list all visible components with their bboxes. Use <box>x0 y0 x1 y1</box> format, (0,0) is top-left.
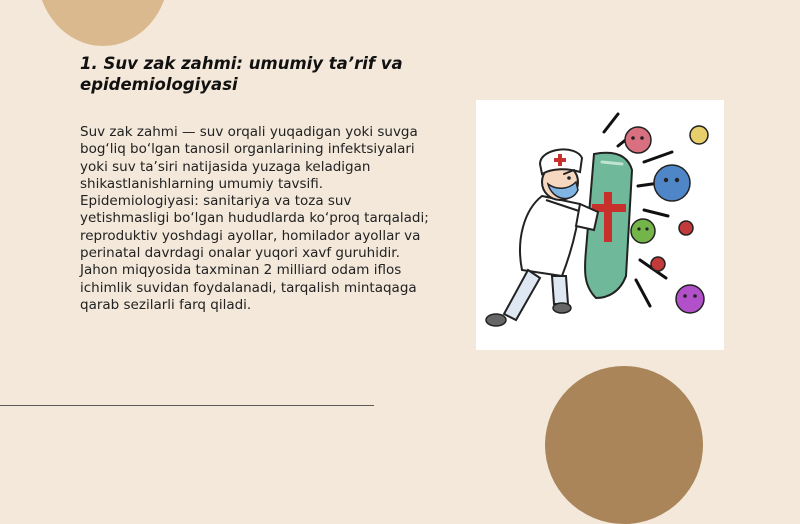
slide-title: 1. Suv zak zahmi: umumiy ta’rif va epidemiologiyasi <box>80 54 403 94</box>
decorative-circle-top <box>37 0 169 46</box>
illustration-image <box>476 100 724 350</box>
decorative-circle-bottom <box>545 366 703 524</box>
doctor-with-shield-fighting-viruses-icon <box>476 100 724 350</box>
divider-line <box>0 405 374 406</box>
slide-body-text: Suv zak zahmi — suv orqali yuqadigan yoki suvga bog‘liq bo‘lgan tanosil organlarining infektsiyalari yoki suv ta’siri natijasida yuzaga keladigan shikastlanishlarning umumiy tavsifi. Epidemiologiyasi: sanitariya va toza suv yetishmasligi bo‘lgan hududlarda ko‘proq tarqaladi; reproduktiv yoshdagi ayollar, homilador ayollar va perinatal davrdagi onalar yuqori xavf guruhidir. Jahon miqyosida taxminan 2 milliard odam iflos ichimlik suvidan foydalanadi, tarqalish mintaqaga qarab sezilarli farq qiladi. <box>80 124 429 313</box>
